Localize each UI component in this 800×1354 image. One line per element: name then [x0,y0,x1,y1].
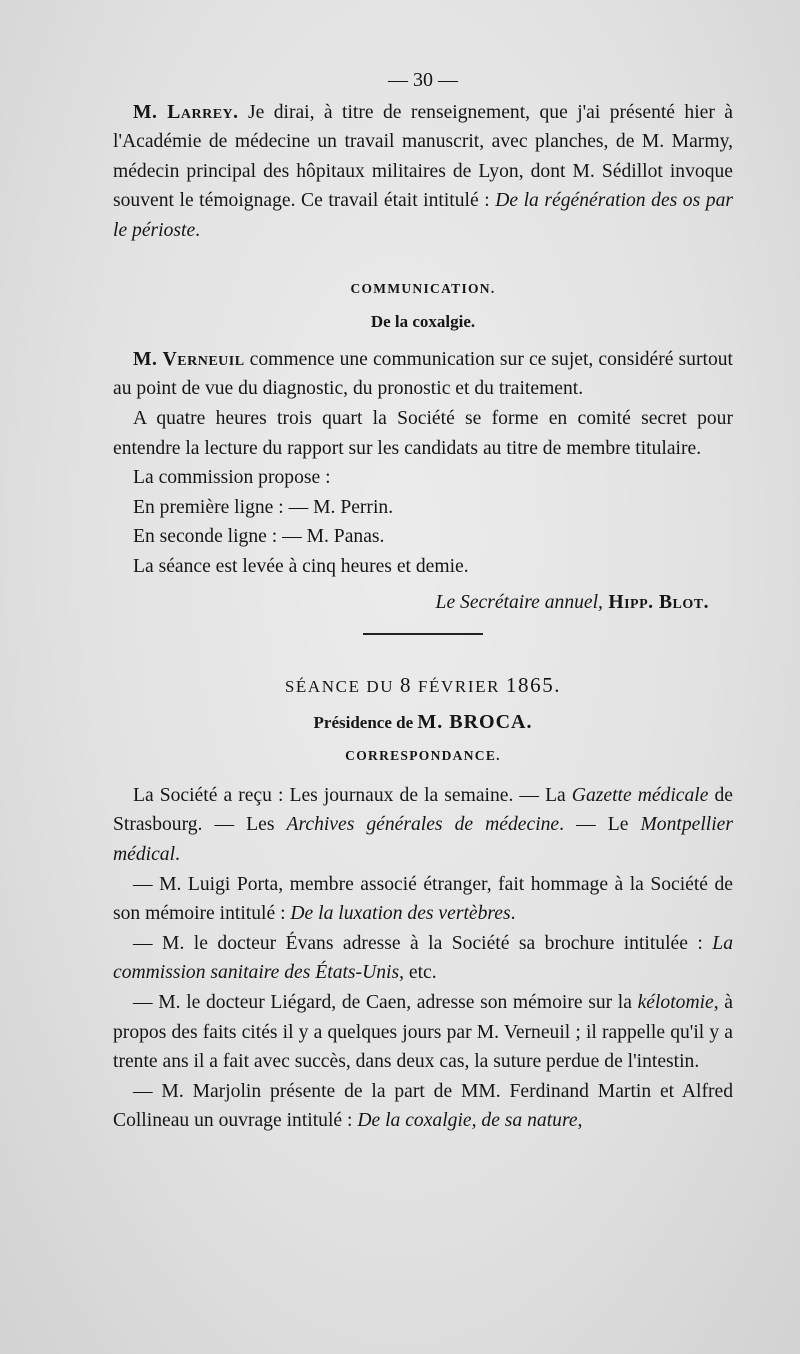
page-number: — 30 — [388,69,458,91]
larrey-paragraph [113,98,733,246]
p2-text-b: . [510,903,516,925]
speaker-verneuil: M. Verneuil [133,348,245,370]
p4-text-a: — M. le docteur Liégard, de Caen, adresse son mémoire sur la [133,992,638,1014]
verneuil-paragraph [113,345,733,404]
verneuil-text: commence une communication sur ce sujet, considéré surtout au point de vue du diagnostic, du pronostic et du traitement. [113,348,733,400]
larrey-text: Je dirai, à titre de renseignement, que j'ai présenté hier à l'Académie de médecine un travail manuscrit, avec planches, de M. Marmy, médecin principal des hôpitaux militaires de Lyon, dont M. Sédillot invoque souvent le témoignage. Ce travail était intitulé : [113,101,733,212]
comite-secret-paragraph: A quatre heures trois quart la Société se forme en comité secret pour entendre la lecture du rapport sur les candidats au titre de membre titulaire. [113,407,733,459]
section-divider [363,633,483,635]
seance-heading [113,671,733,702]
p5-text-a: — M. Marjolin présente de la part de MM. Ferdinand Martin et Alfred Collineau un ouvrage intitulé : [113,1080,733,1132]
president-name: M. BROCA. [417,710,533,733]
seance-levee: La séance est levée à cinq heures et demie. [133,555,469,577]
p4-title: kélotomie [637,992,714,1014]
commission-line: La commission propose : [133,467,331,489]
p1-title-gazette: Gazette médicale [571,784,709,806]
correspondance-paragraph-2 [113,870,733,929]
p1-title-montpellier: Montpellier médical [113,814,733,866]
p1-text-d: . [175,844,180,866]
p2-text-a: — M. Luigi Porta, membre associé étranger, fait hommage à la Société de son mémoire intitulé : [113,873,733,925]
p4-text-b: , à propos des faits cités il y a quelques jours par M. Verneuil ; il rappelle qu'il y a trente ans il a fait avec succès, dans deux cas, la suture perdue de l'intestin. [113,992,734,1073]
communication-heading: COMMUNICATION. [350,280,496,296]
p2-title: De la luxation des vertèbres [290,903,511,925]
seconde-ligne: En seconde ligne : — M. Panas. [133,526,385,548]
larrey-end: . [195,219,201,241]
seance-day: 8 [400,673,413,698]
premiere-ligne: En première ligne : — M. Perrin. [133,496,394,518]
p1-title-archives: Archives générales de médecine [286,814,560,836]
communication-title: De la coxalgie. [370,312,476,332]
correspondance-paragraph-3 [113,929,733,988]
secretary-signature [113,588,733,618]
seance-year: 1865. [505,673,562,698]
correspondance-paragraph-5 [113,1077,733,1136]
p5-title: De la coxalgie, de sa nature, [357,1110,583,1132]
larrey-title: De la régénération des os par le périoste [113,190,733,241]
p1-text-b: de Strasbourg. — Les [113,784,733,836]
text-block [113,66,733,1136]
presidence-line [113,708,733,738]
seance-month: FÉVRIER [412,677,506,697]
signature-role: Le Secrétaire annuel, [435,591,603,613]
p1-text-a: La Société a reçu : Les journaux de la semaine. — La [133,784,572,806]
p3-title: La commission sanitaire des États-Unis [113,932,733,984]
seance-prefix: SÉANCE DU [284,677,401,697]
correspondance-paragraph-1 [113,781,733,870]
correspondance-heading: CORRESPONDANCE. [345,748,501,764]
p1-text-c: . — Le [559,814,641,836]
correspondance-paragraph-4 [113,988,733,1077]
p3-text-b: , etc. [399,962,437,984]
signature-name: Hipp. Blot. [602,591,709,613]
speaker-larrey: M. Larrey. [133,101,239,123]
presidence-prefix: Présidence de [313,712,418,732]
p3-text-a: — M. le docteur Évans adresse à la Société sa brochure intitulée : [133,932,713,954]
